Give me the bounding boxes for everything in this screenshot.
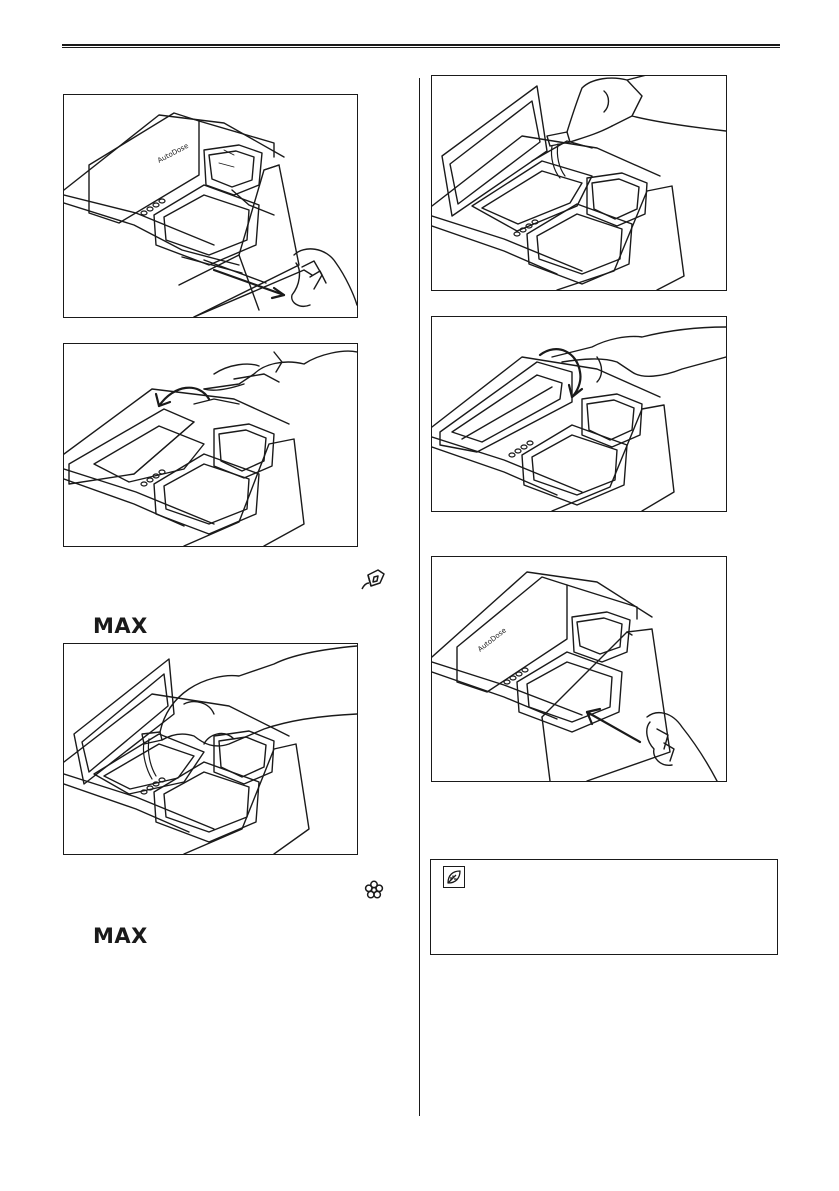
figure-push-in-drawer bbox=[431, 556, 727, 782]
detergent-compartment-icon bbox=[360, 567, 386, 591]
figure-fill-softener bbox=[431, 75, 727, 291]
figure-open-compartment-lid bbox=[63, 343, 358, 547]
environment-note-box bbox=[430, 859, 778, 955]
leaf-note-icon bbox=[443, 866, 465, 888]
svg-text:AutoDose: AutoDose bbox=[476, 626, 508, 654]
column-divider bbox=[419, 78, 420, 1116]
figure-pull-out-drawer bbox=[63, 94, 358, 318]
svg-text:AutoDose: AutoDose bbox=[156, 141, 190, 165]
max-fill-level-label-softener: MAX bbox=[93, 924, 148, 948]
header-rule-thick bbox=[62, 44, 780, 46]
figure-fill-detergent bbox=[63, 643, 358, 855]
header-rule-thin bbox=[62, 47, 780, 48]
flower-softener-icon bbox=[364, 880, 384, 900]
figure-close-compartment-lid bbox=[431, 316, 727, 512]
max-fill-level-label-detergent: MAX bbox=[93, 614, 148, 638]
